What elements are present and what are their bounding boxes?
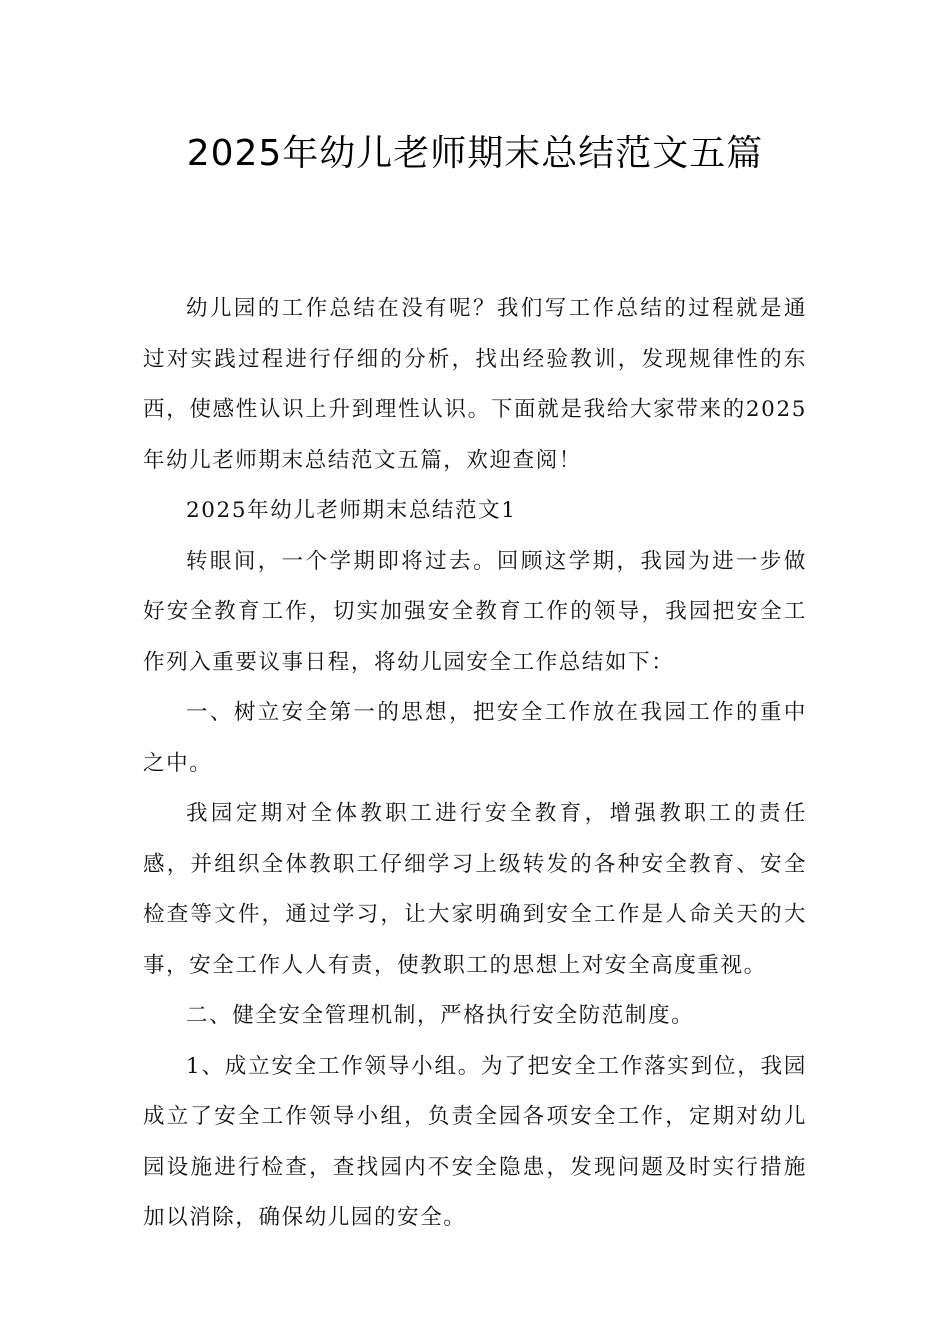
point-heading-1: 一、树立安全第一的思想，把安全工作放在我园工作的重中之中。 [143, 700, 807, 776]
intro-paragraph: 幼儿园的工作总结在没有呢？我们写工作总结的过程就是通过对实践过程进行仔细的分析，找出经验教训，发现规律性的东西，使感性认识上升到理性认识。下面就是我给大家带来的2025年幼儿老师期末总结范文五篇，欢迎查阅！ [143, 296, 807, 473]
document-title: 2025年幼儿老师期末总结范文五篇 [186, 133, 764, 174]
body-paragraph: 转眼间，一个学期即将过去。回顾这学期，我园为进一步做好安全教育工作，切实加强安全教育工作的领导，我园把安全工作列入重要议事日程，将幼儿园安全工作总结如下： [143, 548, 807, 675]
section-heading: 2025年幼儿老师期末总结范文1 [186, 498, 517, 523]
document-body [143, 284, 807, 1244]
point-heading-2: 二、健全安全管理机制，严格执行安全防范制度。 [186, 1003, 695, 1028]
body-paragraph: 1、成立安全工作领导小组。为了把安全工作落实到位，我园成立了安全工作领导小组，负责全园各项安全工作，定期对幼儿园设施进行检查，查找园内不安全隐患，发现问题及时实行措施加以消除，确保幼儿园的安全。 [143, 1053, 807, 1230]
body-paragraph: 我园定期对全体教职工进行安全教育，增强教职工的责任感，并组织全体教职工仔细学习上级转发的各种安全教育、安全检查等文件，通过学习，让大家明确到安全工作是人命关天的大事，安全工作人人有责，使教职工的思想上对安全高度重视。 [143, 801, 807, 978]
